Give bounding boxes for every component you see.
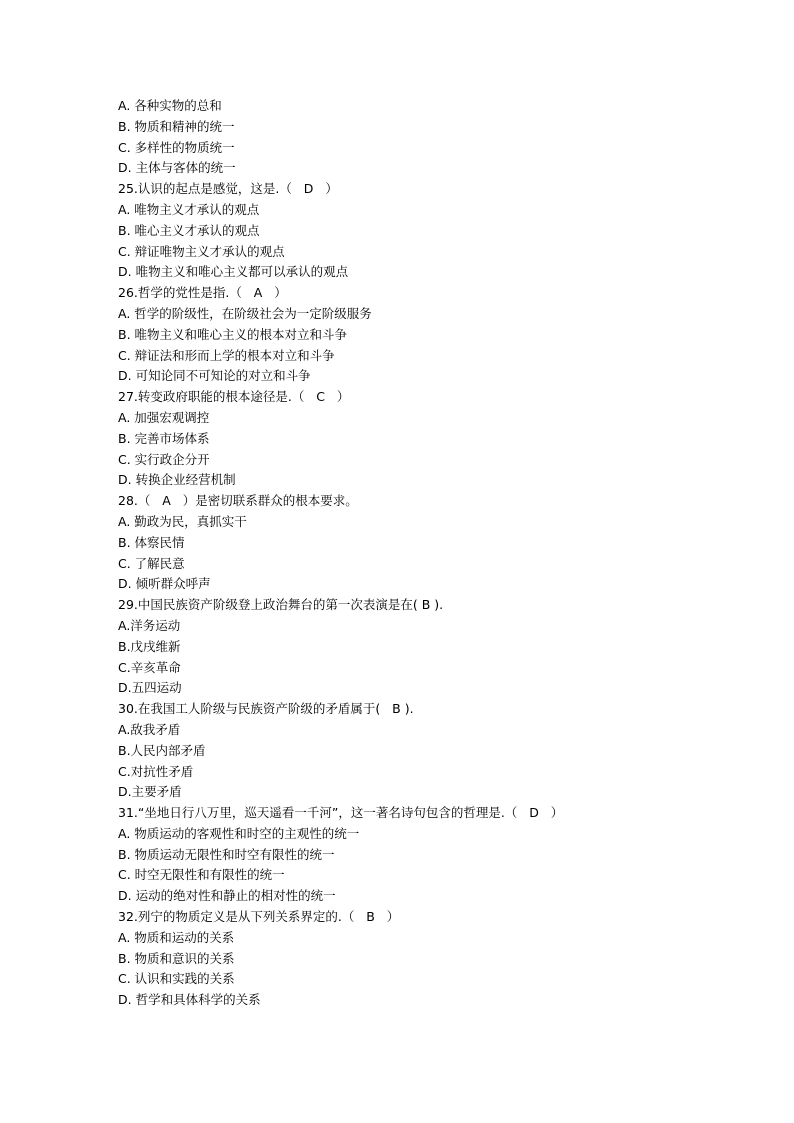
option-line: B. 物质和精神的统一 [118, 118, 235, 134]
option-line: D. 转换企业经营机制 [118, 472, 236, 488]
option-line: B. 物质和意识的关系 [118, 950, 235, 966]
question-30: 30.在我国工人阶级与民族资产阶级的矛盾属于( B ). [118, 701, 414, 717]
question-29: 29.中国民族资产阶级登上政治舞台的第一次表演是在( B ). [118, 597, 444, 613]
option-line: D. 可知论同不可知论的对立和斗争 [118, 368, 311, 384]
option-line: B. 物质运动无限性和时空有限性的统一 [118, 846, 335, 862]
option-line: A. 唯物主义才承认的观点 [118, 201, 260, 217]
option-line: D. 唯物主义和唯心主义都可以承认的观点 [118, 264, 349, 280]
question-28: 28.（ A ）是密切联系群众的根本要求。 [118, 493, 358, 509]
option-line: D. 运动的绝对性和静止的相对性的统一 [118, 888, 336, 904]
option-line: A. 哲学的阶级性，在阶级社会为一定阶级服务 [118, 305, 372, 321]
option-line: A. 勤政为民，真抓实干 [118, 513, 247, 529]
option-line: B. 唯物主义和唯心主义的根本对立和斗争 [118, 326, 348, 342]
option-line: D. 哲学和具体科学的关系 [118, 992, 261, 1008]
option-line: C. 认识和实践的关系 [118, 971, 235, 987]
option-line: B.戊戌维新 [118, 638, 181, 654]
question-32: 32.列宁的物质定义是从下列关系界定的.（ B ） [118, 909, 400, 925]
option-line: A.敌我矛盾 [118, 721, 181, 737]
option-line: A. 各种实物的总和 [118, 98, 222, 113]
option-line: D. 主体与客体的统一 [118, 160, 236, 176]
option-line: A. 加强宏观调控 [118, 409, 210, 425]
option-line: D. 倾听群众呼声 [118, 576, 211, 592]
option-line: C. 辩证唯物主义才承认的观点 [118, 243, 285, 259]
option-line: C. 实行政企分开 [118, 451, 210, 467]
question-27: 27.转变政府职能的根本途径是.（ C ） [118, 389, 350, 405]
question-list [118, 96, 718, 1011]
option-line: A. 物质和运动的关系 [118, 929, 235, 945]
option-line: B. 唯心主义才承认的观点 [118, 222, 260, 238]
option-line: B. 完善市场体系 [118, 430, 210, 446]
option-line: A.洋务运动 [118, 617, 181, 633]
question-26: 26.哲学的党性是指.（ A ） [118, 285, 287, 301]
option-line: C.对抗性矛盾 [118, 763, 194, 779]
question-25: 25.认识的起点是感觉，这是.（ D ） [118, 181, 338, 197]
option-line: D.主要矛盾 [118, 784, 182, 800]
option-line: B. 体察民情 [118, 534, 185, 550]
option-line: C. 了解民意 [118, 555, 185, 571]
option-line: C. 多样性的物质统一 [118, 139, 235, 155]
question-31: 31.“坐地日行八万里，巡天遥看一千河”，这一著名诗句包含的哲理是.（ D ） [118, 805, 564, 821]
option-line: B.人民内部矛盾 [118, 742, 206, 758]
option-line: D.五四运动 [118, 680, 182, 696]
option-line: C.辛亥革命 [118, 659, 181, 675]
option-line: C. 时空无限性和有限性的统一 [118, 867, 285, 883]
option-line: C. 辩证法和形而上学的根本对立和斗争 [118, 347, 335, 363]
option-line: A. 物质运动的客观性和时空的主观性的统一 [118, 825, 360, 841]
